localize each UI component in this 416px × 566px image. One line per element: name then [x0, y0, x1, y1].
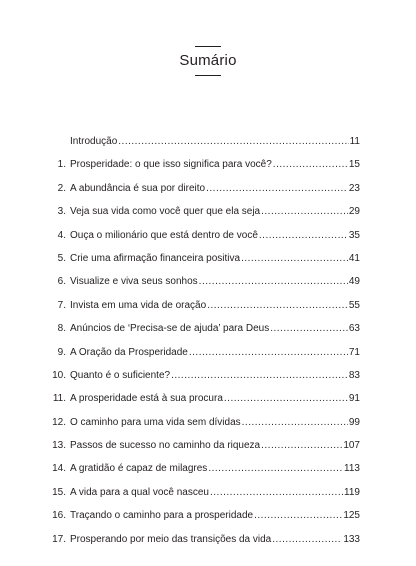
toc-entry [40, 201, 360, 224]
toc-entry-page: 35 [348, 229, 360, 241]
toc-entry-number: 2. [57, 182, 66, 194]
toc-entry-title: A prosperidade está à sua procura [70, 393, 223, 405]
toc-entry-number: 4. [57, 229, 66, 241]
toc-entry-number: 5. [57, 252, 66, 264]
toc-entry-page: 119 [344, 486, 360, 498]
title-rule-top [195, 46, 221, 47]
toc-entry-number: 14. [52, 463, 66, 475]
toc-entry-number: 6. [57, 276, 66, 288]
toc-entry-page: 29 [348, 206, 360, 218]
toc-leader-dots [210, 486, 343, 500]
toc-leader-dots [261, 205, 348, 219]
toc-entry [40, 365, 360, 388]
toc-entry [40, 388, 360, 411]
toc-leader-dots [254, 509, 342, 523]
toc-entry-number: 3. [57, 206, 66, 218]
toc-leader-dots [171, 369, 348, 383]
toc-entry-page: 71 [348, 346, 360, 358]
toc-entry-page: 23 [348, 182, 360, 194]
toc-entry-title: Prosperando por meio das transições da vida [70, 533, 272, 545]
toc-entry [40, 154, 360, 177]
toc-entry-title: Visualize e viva seus sonhos [70, 276, 198, 288]
toc-entry-page: 41 [348, 252, 360, 264]
title-rule-bottom [195, 75, 221, 76]
toc-entry-page: 49 [348, 276, 360, 288]
toc-leader-dots [224, 392, 348, 406]
toc-entry-title: O caminho para uma vida sem dívidas [70, 416, 241, 428]
toc-entry-number: 11. [52, 393, 66, 405]
toc-leader-dots [206, 182, 348, 196]
toc-entry [40, 271, 360, 294]
toc-leader-dots [270, 322, 348, 336]
toc-entry-number: 9. [57, 346, 66, 358]
toc-entry [40, 435, 360, 458]
toc-entry-number: 10. [52, 369, 66, 381]
toc-entry-page: 133 [343, 533, 360, 545]
toc-entry-title: Crie uma afirmação financeira positiva [70, 252, 241, 264]
toc-entry-title: Traçando o caminho para a prosperidade [70, 510, 254, 522]
toc-entry [40, 318, 360, 341]
toc-entry-page: 99 [348, 416, 360, 428]
toc-entry [40, 131, 360, 154]
toc-entry [40, 458, 360, 481]
toc-entry [40, 482, 360, 505]
toc-entry-title: Prosperidade: o que isso significa para você? [70, 159, 272, 171]
toc-entry-page: 107 [343, 440, 360, 452]
toc-entry-page: 55 [348, 299, 360, 311]
toc-entry [40, 529, 360, 552]
toc-entry-number: 12. [52, 416, 66, 428]
toc-leader-dots [259, 229, 348, 243]
toc-entry [40, 178, 360, 201]
toc-entry-page: 15 [348, 159, 360, 171]
toc-entry-title: A Oração da Prosperidade [70, 346, 188, 358]
toc-leader-dots [242, 416, 348, 430]
toc-leader-dots [199, 275, 348, 289]
toc-entry-title: A vida para a qual você nasceu [70, 486, 209, 498]
toc-entry [40, 412, 360, 435]
table-of-contents [40, 131, 360, 552]
toc-entry-page: 113 [344, 463, 360, 475]
toc-entry-number: 15. [52, 486, 66, 498]
toc-entry [40, 225, 360, 248]
toc-entry-title: Veja sua vida como você quer que ela seja [70, 206, 261, 218]
toc-entry [40, 505, 360, 528]
toc-entry-number: 17. [52, 533, 66, 545]
toc-entry-page: 63 [348, 323, 360, 335]
toc-entry-page: 11 [349, 136, 360, 147]
toc-entry [40, 295, 360, 318]
page-title: Sumário [179, 52, 237, 69]
toc-entry-title: Quanto é o suficiente? [70, 369, 171, 381]
toc-leader-dots [261, 439, 342, 453]
toc-entry-number: 8. [57, 323, 66, 335]
toc-entry [40, 248, 360, 271]
toc-entry-page: 125 [343, 510, 360, 522]
toc-leader-dots [272, 533, 342, 547]
toc-entry-title: Passos de sucesso no caminho da riqueza [70, 440, 261, 452]
toc-leader-dots [189, 346, 348, 360]
toc-entry-number: 13. [52, 440, 66, 452]
toc-leader-dots [241, 252, 348, 266]
toc-leader-dots [208, 462, 343, 476]
toc-leader-dots [273, 158, 348, 172]
toc-entry-number: 7. [57, 299, 66, 311]
toc-entry-title: Introdução [70, 136, 118, 147]
toc-leader-dots [118, 135, 348, 149]
toc-entry [40, 342, 360, 365]
toc-leader-dots [207, 299, 348, 313]
toc-entry-page: 83 [348, 369, 360, 381]
toc-entry-title: Invista em uma vida de oração [70, 299, 207, 311]
toc-entry-number: 1. [57, 159, 66, 171]
title-block [0, 46, 416, 76]
toc-entry-title: Ouça o milionário que está dentro de você [70, 229, 258, 241]
toc-entry-number: 16. [52, 510, 66, 522]
toc-entry-page: 91 [348, 393, 360, 405]
toc-entry-title: A gratidão é capaz de milagres [70, 463, 208, 475]
toc-entry-title: A abundância é sua por direito [70, 182, 206, 194]
toc-entry-title: Anúncios de ‘Precisa-se de ajuda’ para Deus [70, 323, 270, 335]
